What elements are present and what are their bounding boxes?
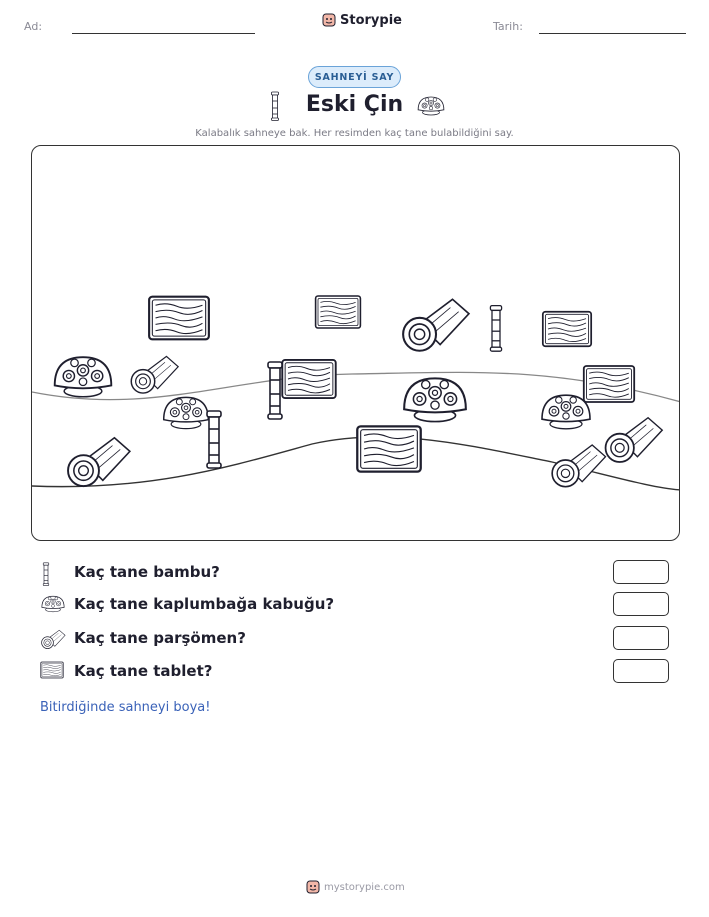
storypie-logo-icon	[322, 12, 336, 28]
answer-box[interactable]	[613, 659, 669, 683]
question-text: Kaç tane kaplumbağa kabuğu?	[74, 595, 335, 613]
scroll-icon	[64, 432, 132, 490]
brand-name: Storypie	[340, 12, 402, 28]
tablet-icon	[314, 294, 362, 330]
question-tablet	[40, 659, 670, 685]
tablet-icon	[40, 661, 64, 679]
bamboo-icon	[40, 562, 52, 586]
activity-badge: SAHNEYİ SAY	[308, 66, 401, 88]
turtle-shell-icon	[399, 374, 471, 426]
bamboo-icon	[488, 300, 504, 356]
turtle-shell-icon	[538, 390, 594, 434]
page-title: Eski Çin	[305, 92, 404, 117]
turtle-shell-icon	[416, 95, 446, 117]
scroll-icon	[127, 352, 181, 396]
turtle-shell-icon	[50, 350, 116, 404]
storypie-logo-icon	[306, 879, 320, 895]
scroll-icon	[547, 440, 609, 490]
turtle-shell-icon	[40, 594, 66, 614]
answer-box[interactable]	[613, 560, 669, 584]
footer-url[interactable]: mystorypie.com	[324, 881, 405, 893]
tablet-icon	[355, 424, 423, 474]
tablet-icon	[541, 310, 593, 348]
counting-scene	[31, 145, 680, 541]
question-text: Kaç tane tablet?	[74, 662, 213, 680]
tablet-icon	[280, 358, 338, 400]
name-field[interactable]	[72, 33, 255, 34]
scroll-icon	[602, 412, 664, 466]
question-bamboo	[40, 560, 670, 586]
name-label: Ad:	[24, 20, 43, 33]
answer-box[interactable]	[613, 626, 669, 650]
tablet-icon	[147, 294, 211, 342]
question-text: Kaç tane parşömen?	[74, 629, 246, 647]
footer	[306, 879, 405, 895]
question-turtle-shell	[40, 592, 670, 618]
bamboo-icon	[265, 358, 285, 422]
scroll-icon	[399, 292, 471, 356]
answer-box[interactable]	[613, 592, 669, 616]
question-text: Kaç tane bambu?	[74, 563, 220, 581]
date-field[interactable]	[539, 33, 686, 34]
bamboo-icon	[204, 404, 224, 474]
date-label: Tarih:	[493, 20, 523, 33]
brand-logo	[322, 12, 402, 28]
scroll-icon	[40, 628, 66, 650]
finish-instruction: Bitirdiğinde sahneyi boya!	[40, 700, 211, 715]
question-scroll	[40, 626, 670, 652]
instructions: Kalabalık sahneye bak. Her resimden kaç tane bulabildiğini say.	[195, 128, 514, 139]
